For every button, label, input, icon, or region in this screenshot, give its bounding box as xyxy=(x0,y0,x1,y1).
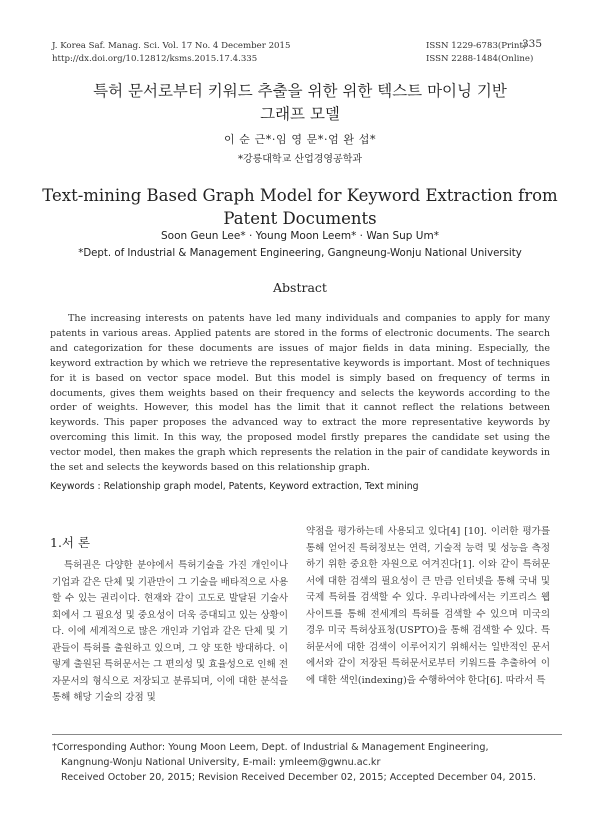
footnote-received-dates: Received October 20, 2015; Revision Received December 02, 2015; Accepted December 04, 2015. xyxy=(61,772,537,783)
page-number: 335 xyxy=(522,38,543,50)
footnote-corresponding-author: †Corresponding Author: Young Moon Leem, Dept. of Industrial & Management Engineering, xyxy=(52,742,489,753)
keywords-line: Keywords : Relationship graph model, Patents, Keyword extraction, Text mining xyxy=(50,481,419,492)
korean-authors: 이 순 근*·임 영 문*·엄 완 섭* xyxy=(223,133,377,146)
body-paragraph-left: 특허권은 다양한 분야에서 특허기술을 가진 개인이나 기업과 같은 단체 및 기관만이 그 기술을 배타적으로 사용할 수 있는 권리이다. 현재와 같이 고도로 발달된 기술사회에서 그 필요성 및 중요성이 더욱 증대되고 있는 상황이다. 이에 세계적으로 많은 개인과 기업과 같은 단체 및 기관들이 특허를 출원하고 있으며, 그 양 또한 방대하다. 이렇게 출원된 특허문서는 그 편의성 및 효율성으로 인해 전자문서의 형식으로 저장되고 분류되며, 이에 대한 분석을 통해 해당 기술의 강점 및 xyxy=(52,560,288,703)
english-title-line-1: Text-mining Based Graph Model for Keyword Extraction from xyxy=(42,186,558,205)
abstract-body xyxy=(50,312,550,476)
body-column-left xyxy=(52,558,288,707)
korean-title xyxy=(40,80,560,126)
doi-link[interactable]: http://dx.doi.org/10.12812/ksms.2015.17.4.335 xyxy=(52,53,258,64)
journal-citation: J. Korea Saf. Manag. Sci. Vol. 17 No. 4 December 2015 xyxy=(52,41,291,51)
section-title: 1.서 론 xyxy=(50,535,91,550)
english-title-line-2: Patent Documents xyxy=(223,209,377,228)
korean-title-line-2: 그래프 모델 xyxy=(260,105,340,123)
issn-print: ISSN 1229-6783(Print) xyxy=(426,41,527,51)
issn-block xyxy=(426,40,533,65)
english-authors: Soon Geun Lee* · Young Moon Leem* · Wan Sup Um* xyxy=(161,230,439,242)
abstract-heading: Abstract xyxy=(273,280,327,295)
abstract-text: The increasing interests on patents have led many individuals and companies to apply for many patents in various areas. Applied patents are stored in the forms of electronic documents. The search and categorization for these documents are issues of major fields in data mining. Especially, the keyword extraction by which we retrieve the representative keywords is important. Most of techniques for it is based on vector space model. But this model is simply based on frequency of terms in documents, gives them weights based on their frequency and selects the keywords according to the order of weights. However, this model has the limit that it cannot reflect the relations between keywords. This paper proposes the advanced way to extract the more representative keywords by overcoming this limit. In this way, the proposed model firstly prepares the candidate set using the vector model, then makes the graph which represents the relation in the pair of candidate keywords in the set and selects the keywords based on this relationship graph. xyxy=(50,313,550,474)
korean-title-line-1: 특허 문서로부터 키워드 추출을 위한 위한 텍스트 마이닝 기반 xyxy=(93,82,507,100)
journal-header xyxy=(52,40,290,65)
issn-online: ISSN 2288-1484(Online) xyxy=(426,53,534,64)
body-paragraph-right: 약점을 평가하는데 사용되고 있다[4] [10]. 이러한 평가를 통해 얻어진 특허정보는 연력, 기술적 능력 및 성능을 측정하기 위한 중요한 자원으로 여겨진다[1]. 이와 같이 특허문서에 대한 검색의 필요성이 큰 만큼 인터넷을 통해 국내 및 국제 특허를 검색할 수 있다. 우리나라에서는 키프리스 웹사이트를 통해 전세계의 특허를 검색할 수 있으며 미국의 경우 미국 특허상표청(USPTO)을 통해 검색할 수 있다. 특허문서에 대한 검색이 이루어지기 위해서는 일반적인 문서에서와 같이 저장된 특허문서로부터 키워드를 추출하여 이에 대한 색인(indexing)을 수행하여야 한다[6]. 따라서 특 xyxy=(306,526,550,686)
korean-affiliation: *강릉대학교 산업경영공학과 xyxy=(237,154,363,165)
body-column-right xyxy=(306,524,550,689)
english-title xyxy=(30,184,570,230)
footnote-divider xyxy=(52,734,562,735)
english-affiliation: *Dept. of Industrial & Management Engineering, Gangneung-Wonju National University xyxy=(78,248,522,259)
footnote xyxy=(52,740,562,785)
footnote-email: Kangnung-Wonju National University, E-mail: ymleem@gwnu.ac.kr xyxy=(61,757,381,768)
